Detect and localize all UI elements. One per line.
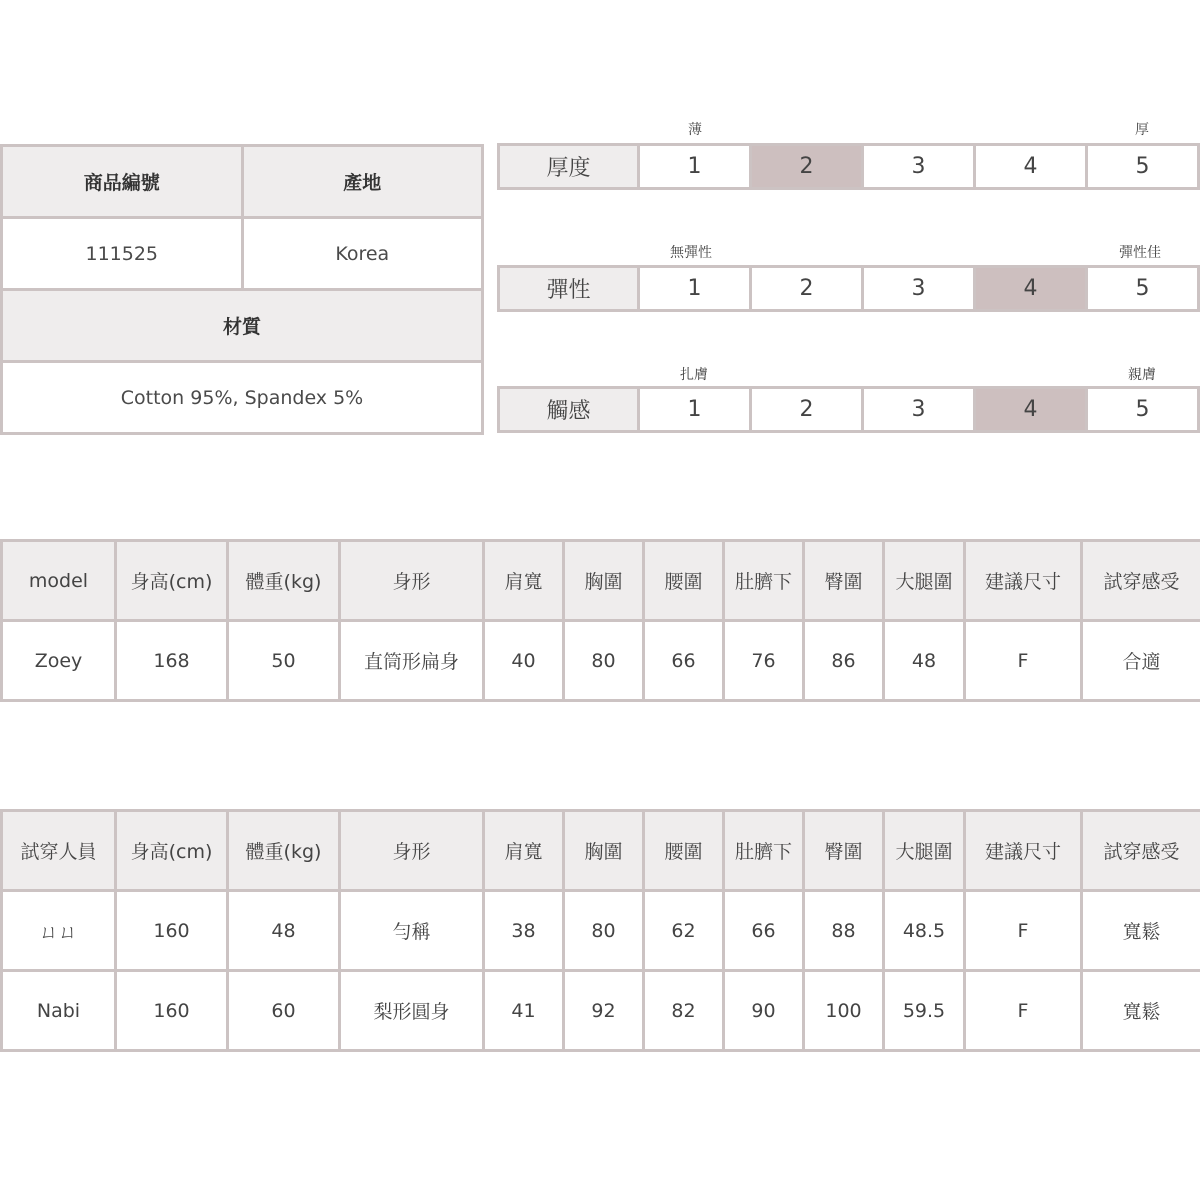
thickness-option: 4 bbox=[975, 145, 1087, 189]
header-cell: 肚臍下 bbox=[724, 811, 804, 891]
thickness-low-caption: 薄 bbox=[688, 122, 702, 138]
elasticity-high-caption: 彈性佳 bbox=[1119, 245, 1161, 261]
table-cell: 38 bbox=[484, 891, 564, 971]
elasticity-option: 1 bbox=[639, 267, 751, 311]
table-cell: 59.5 bbox=[884, 971, 965, 1051]
header-cell: model bbox=[2, 541, 116, 621]
header-cell: 身形 bbox=[340, 811, 484, 891]
product-id-value: 111525 bbox=[2, 218, 243, 290]
table-cell: 寬鬆 bbox=[1082, 891, 1200, 971]
thickness-rating bbox=[497, 143, 1200, 190]
table-cell: 90 bbox=[724, 971, 804, 1051]
table-cell: 86 bbox=[804, 621, 884, 701]
thickness-option: 3 bbox=[863, 145, 975, 189]
header-cell: 試穿感受 bbox=[1082, 811, 1200, 891]
elasticity-option: 3 bbox=[863, 267, 975, 311]
table-cell: 40 bbox=[484, 621, 564, 701]
table-cell: F bbox=[965, 971, 1082, 1051]
touch-option: 2 bbox=[751, 388, 863, 432]
table-cell: 41 bbox=[484, 971, 564, 1051]
thickness-option-selected: 2 bbox=[751, 145, 863, 189]
header-cell: 大腿圍 bbox=[884, 541, 965, 621]
table-row bbox=[2, 891, 1200, 971]
table-cell: 48 bbox=[228, 891, 340, 971]
table-cell: 160 bbox=[116, 971, 228, 1051]
table-cell: 48 bbox=[884, 621, 965, 701]
table-cell: 62 bbox=[644, 891, 724, 971]
touch-option: 3 bbox=[863, 388, 975, 432]
table-cell: 160 bbox=[116, 891, 228, 971]
touch-high-caption: 親膚 bbox=[1128, 367, 1156, 383]
header-cell: 試穿人員 bbox=[2, 811, 116, 891]
table-header-row bbox=[2, 811, 1200, 891]
touch-label: 觸感 bbox=[499, 388, 639, 432]
thickness-option: 5 bbox=[1087, 145, 1199, 189]
header-cell: 身形 bbox=[340, 541, 484, 621]
table-cell: 50 bbox=[228, 621, 340, 701]
product-info-table bbox=[0, 144, 484, 435]
header-cell: 建議尺寸 bbox=[965, 811, 1082, 891]
header-cell: 腰圍 bbox=[644, 811, 724, 891]
origin-label: 產地 bbox=[242, 146, 483, 218]
table-cell: F bbox=[965, 891, 1082, 971]
touch-option-selected: 4 bbox=[975, 388, 1087, 432]
thickness-high-caption: 厚 bbox=[1135, 122, 1149, 138]
touch-option: 5 bbox=[1087, 388, 1199, 432]
touch-rating bbox=[497, 386, 1200, 433]
header-cell: 試穿感受 bbox=[1082, 541, 1200, 621]
table-cell: 80 bbox=[564, 621, 644, 701]
header-cell: 臀圍 bbox=[804, 541, 884, 621]
elasticity-label: 彈性 bbox=[499, 267, 639, 311]
header-cell: 體重(kg) bbox=[228, 811, 340, 891]
header-cell: 身高(cm) bbox=[116, 811, 228, 891]
header-cell: 肚臍下 bbox=[724, 541, 804, 621]
elasticity-option: 5 bbox=[1087, 267, 1199, 311]
table-cell: 92 bbox=[564, 971, 644, 1051]
header-cell: 大腿圍 bbox=[884, 811, 965, 891]
table-cell: 勻稱 bbox=[340, 891, 484, 971]
table-cell: 直筒形扁身 bbox=[340, 621, 484, 701]
elasticity-low-caption: 無彈性 bbox=[670, 245, 712, 261]
table-cell: 66 bbox=[644, 621, 724, 701]
table-cell: 100 bbox=[804, 971, 884, 1051]
elasticity-rating bbox=[497, 265, 1200, 312]
origin-value: Korea bbox=[242, 218, 483, 290]
thickness-option: 1 bbox=[639, 145, 751, 189]
model-measurement-table bbox=[0, 539, 1200, 702]
table-cell: 梨形圓身 bbox=[340, 971, 484, 1051]
table-row bbox=[2, 621, 1200, 701]
material-value: Cotton 95%, Spandex 5% bbox=[2, 362, 483, 434]
header-cell: 肩寬 bbox=[484, 811, 564, 891]
product-id-label: 商品編號 bbox=[2, 146, 243, 218]
header-cell: 身高(cm) bbox=[116, 541, 228, 621]
header-cell: 肩寬 bbox=[484, 541, 564, 621]
table-cell: F bbox=[965, 621, 1082, 701]
table-header-row bbox=[2, 541, 1200, 621]
elasticity-option: 2 bbox=[751, 267, 863, 311]
table-cell: 寬鬆 bbox=[1082, 971, 1200, 1051]
table-cell: 60 bbox=[228, 971, 340, 1051]
table-cell: 48.5 bbox=[884, 891, 965, 971]
elasticity-option-selected: 4 bbox=[975, 267, 1087, 311]
touch-option: 1 bbox=[639, 388, 751, 432]
table-cell: Zoey bbox=[2, 621, 116, 701]
touch-low-caption: 扎膚 bbox=[680, 367, 708, 383]
table-cell: Nabi bbox=[2, 971, 116, 1051]
header-cell: 腰圍 bbox=[644, 541, 724, 621]
header-cell: 體重(kg) bbox=[228, 541, 340, 621]
tryon-measurement-table bbox=[0, 809, 1200, 1052]
table-cell: 168 bbox=[116, 621, 228, 701]
table-cell: 88 bbox=[804, 891, 884, 971]
thickness-label: 厚度 bbox=[499, 145, 639, 189]
material-label: 材質 bbox=[2, 290, 483, 362]
header-cell: 建議尺寸 bbox=[965, 541, 1082, 621]
table-cell: 76 bbox=[724, 621, 804, 701]
table-cell: 合適 bbox=[1082, 621, 1200, 701]
table-cell: 82 bbox=[644, 971, 724, 1051]
header-cell: 臀圍 bbox=[804, 811, 884, 891]
table-cell: ㄩㄩ bbox=[2, 891, 116, 971]
table-cell: 66 bbox=[724, 891, 804, 971]
header-cell: 胸圍 bbox=[564, 811, 644, 891]
table-row bbox=[2, 971, 1200, 1051]
table-cell: 80 bbox=[564, 891, 644, 971]
header-cell: 胸圍 bbox=[564, 541, 644, 621]
